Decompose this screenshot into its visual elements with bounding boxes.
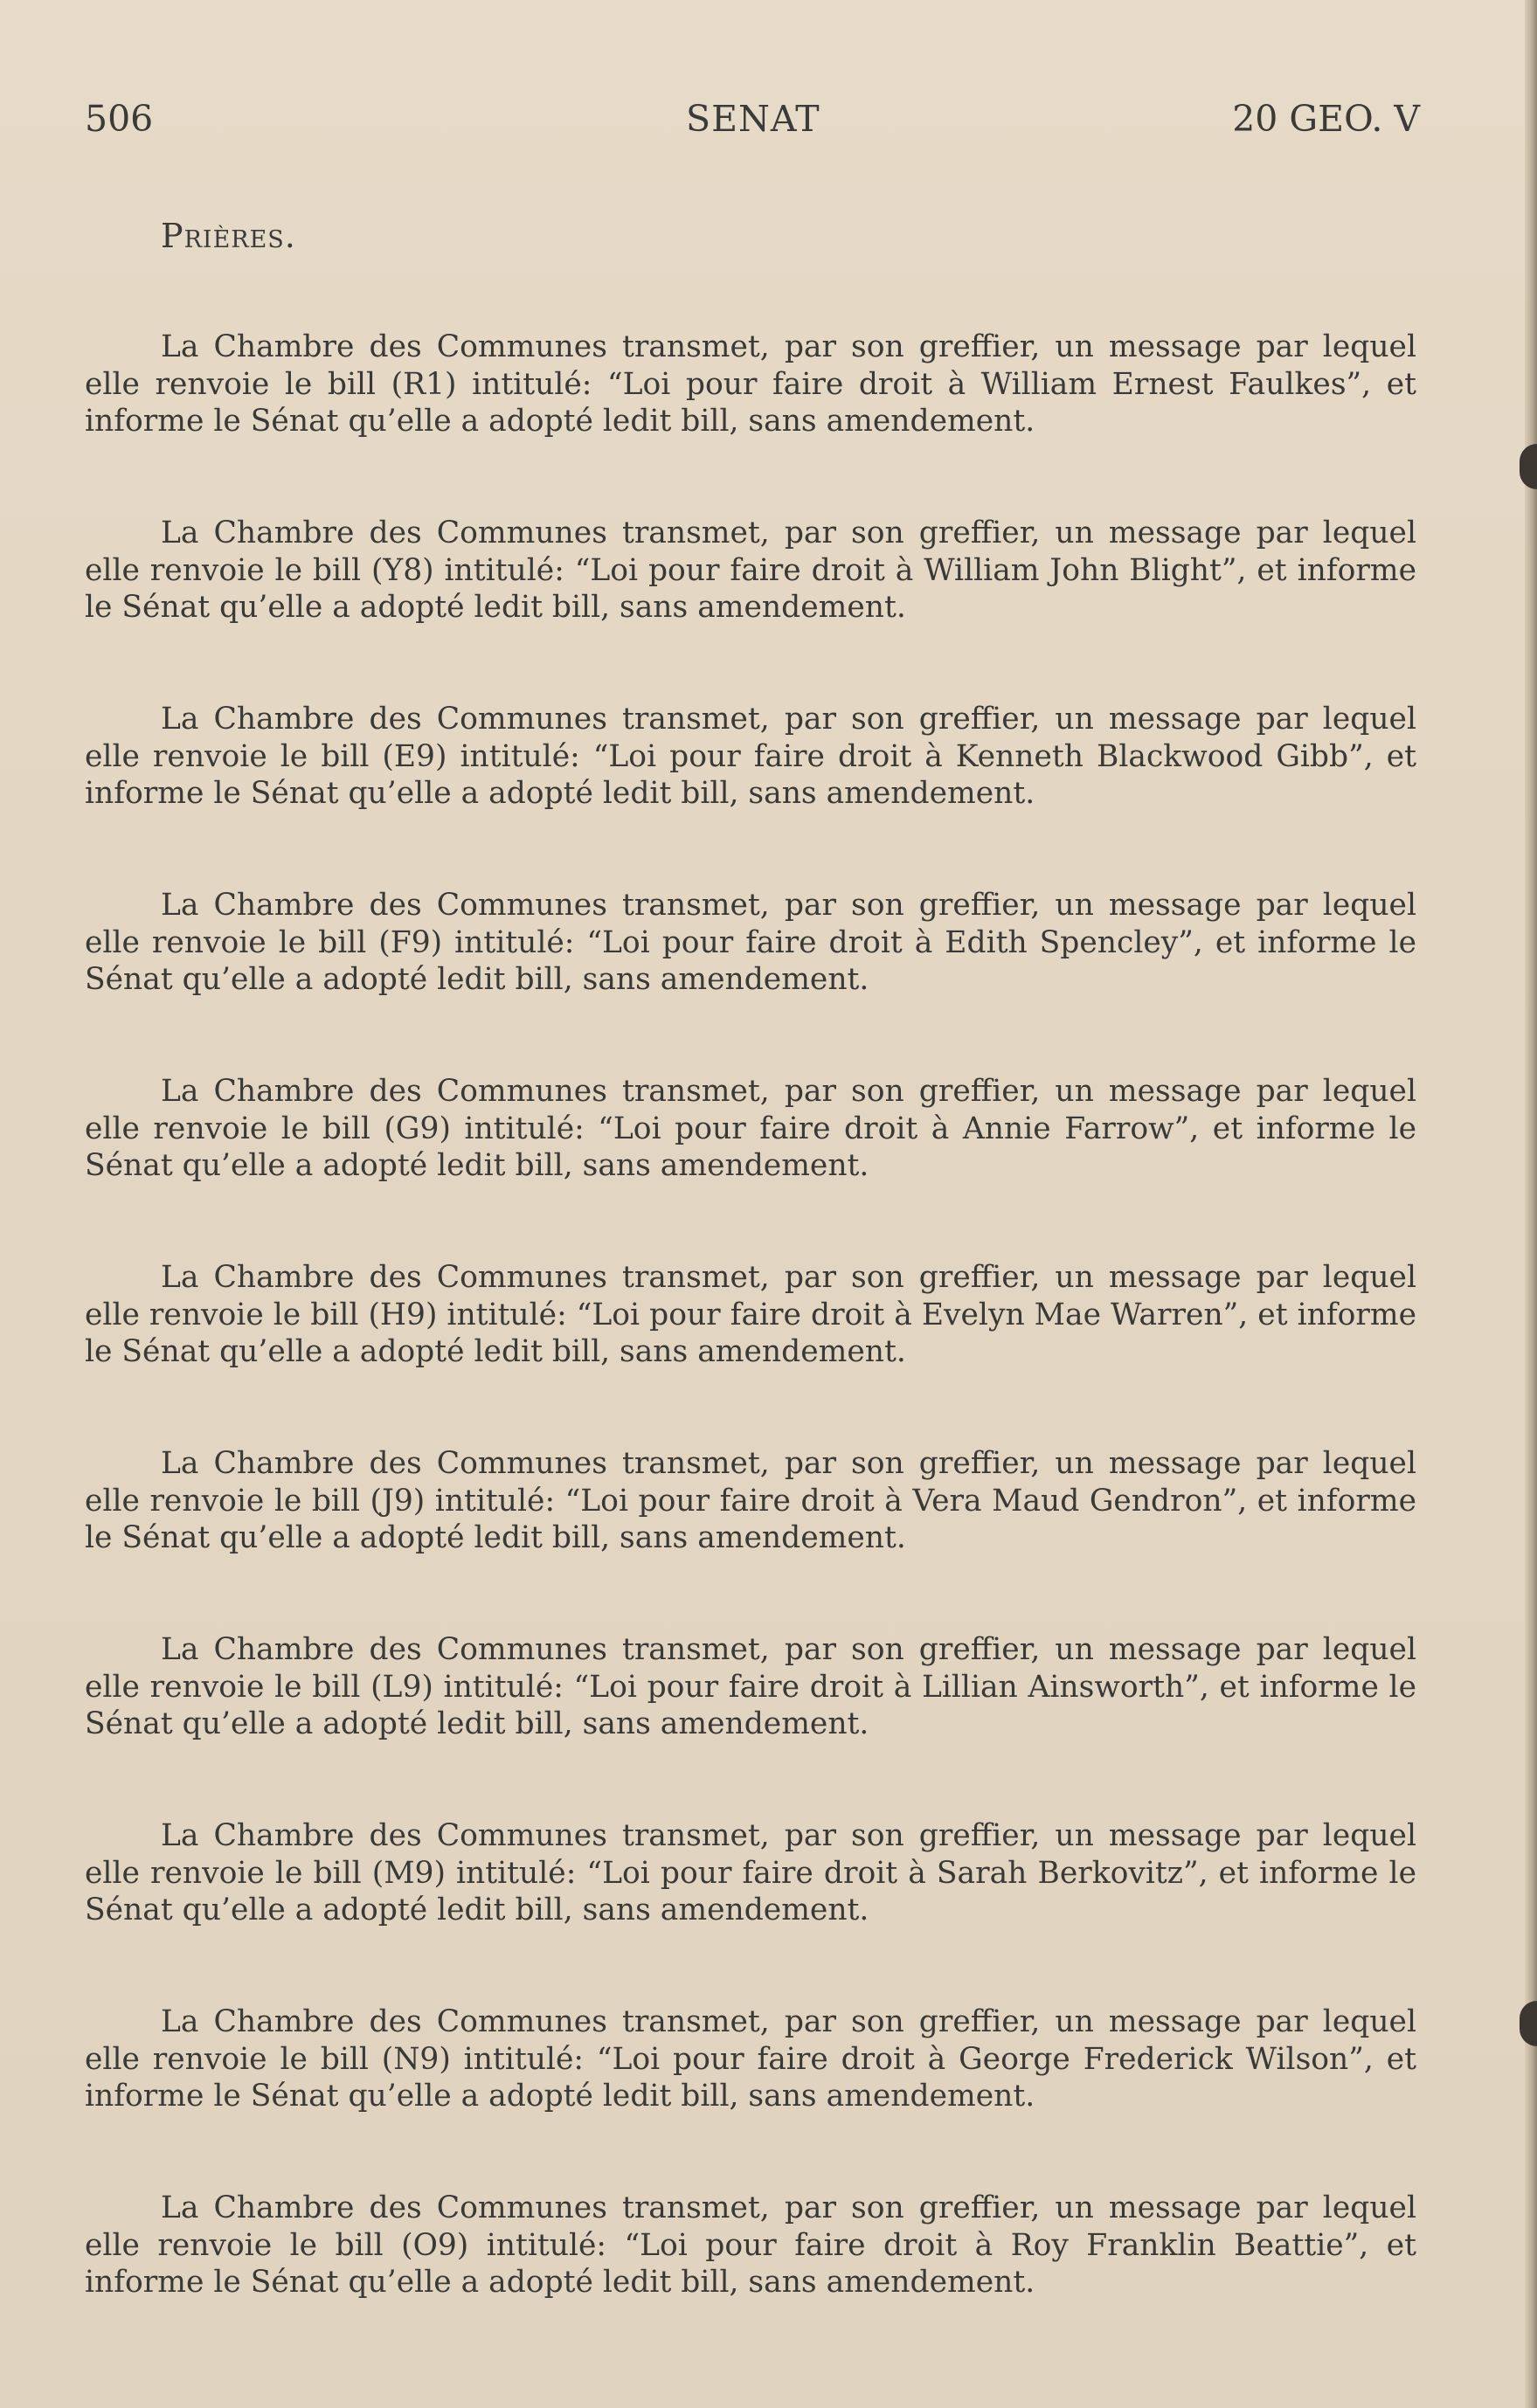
message-paragraph: La Chambre des Communes transmet, par son greffier, un message par lequel elle renvoie le bill (R1) intitulé: “Loi pour faire droit à William Ernest Faulkes”, et informe le Sénat qu’elle a adopté ledit bill, sans amendement. (85, 329, 1416, 439)
running-title: SENAT (686, 98, 820, 140)
message-paragraph: La Chambre des Communes transmet, par son greffier, un message par lequel elle renvoie le bill (N9) intitulé: “Loi pour faire droit à George Frederick Wilson”, et informe le Sénat qu’elle a adopté ledit bill, sans amendement. (85, 2004, 1416, 2114)
message-paragraph: La Chambre des Communes transmet, par son greffier, un message par lequel elle renvoie le bill (O9) intitulé: “Loi pour faire droit à Roy Franklin Beattie”, et informe le Sénat qu’elle a adopté ledit bill, sans amendement. (85, 2190, 1416, 2300)
message-paragraph: La Chambre des Communes transmet, par son greffier, un message par lequel elle renvoie le bill (L9) intitulé: “Loi pour faire droit à Lillian Ainsworth”, et informe le Sénat qu’elle a adopté ledit bill, sans amendement. (85, 1632, 1416, 1741)
binding-hole (1520, 444, 1537, 489)
message-paragraph: La Chambre des Communes transmet, par son greffier, un message par lequel elle renvoie le bill (E9) intitulé: “Loi pour faire droit à Kenneth Blackwood Gibb”, et informe le Sénat qu’elle a adopté ledit bill, sans amendement. (85, 702, 1416, 811)
page-header (85, 98, 1420, 143)
message-paragraph: La Chambre des Communes transmet, par son greffier, un message par lequel elle renvoie le bill (J9) intitulé: “Loi pour faire droit à Vera Maud Gendron”, et informe le Sénat qu’elle a adopté ledit bill, sans amendement. (85, 1446, 1416, 1555)
page-edge (1525, 0, 1537, 2408)
prayers-heading: Prières. (161, 217, 296, 255)
message-paragraph: La Chambre des Communes transmet, par son greffier, un message par lequel elle renvoie le bill (F9) intitulé: “Loi pour faire droit à Edith Spencley”, et informe le Sénat qu’elle a adopté ledit bill, sans amendement. (85, 888, 1416, 997)
page-number: 506 (85, 98, 154, 140)
message-paragraph: La Chambre des Communes transmet, par son greffier, un message par lequel elle renvoie le bill (G9) intitulé: “Loi pour faire droit à Annie Farrow”, et informe le Sénat qu’elle a adopté ledit bill, sans amendement. (85, 1074, 1416, 1183)
message-paragraph: La Chambre des Communes transmet, par son greffier, un message par lequel elle renvoie le bill (H9) intitulé: “Loi pour faire droit à Evelyn Mae Warren”, et informe le Sénat qu’elle a adopté ledit bill, sans amendement. (85, 1260, 1416, 1369)
binding-hole (1520, 2001, 1537, 2046)
session-label: 20 GEO. V (1232, 98, 1420, 140)
message-paragraph: La Chambre des Communes transmet, par son greffier, un message par lequel elle renvoie le bill (Y8) intitulé: “Loi pour faire droit à William John Blight”, et informe le Sénat qu’elle a adopté ledit bill, sans amendement. (85, 516, 1416, 625)
message-paragraph: La Chambre des Communes transmet, par son greffier, un message par lequel elle renvoie le bill (M9) intitulé: “Loi pour faire droit à Sarah Berkovitz”, et informe le Sénat qu’elle a adopté ledit bill, sans amendement. (85, 1818, 1416, 1927)
